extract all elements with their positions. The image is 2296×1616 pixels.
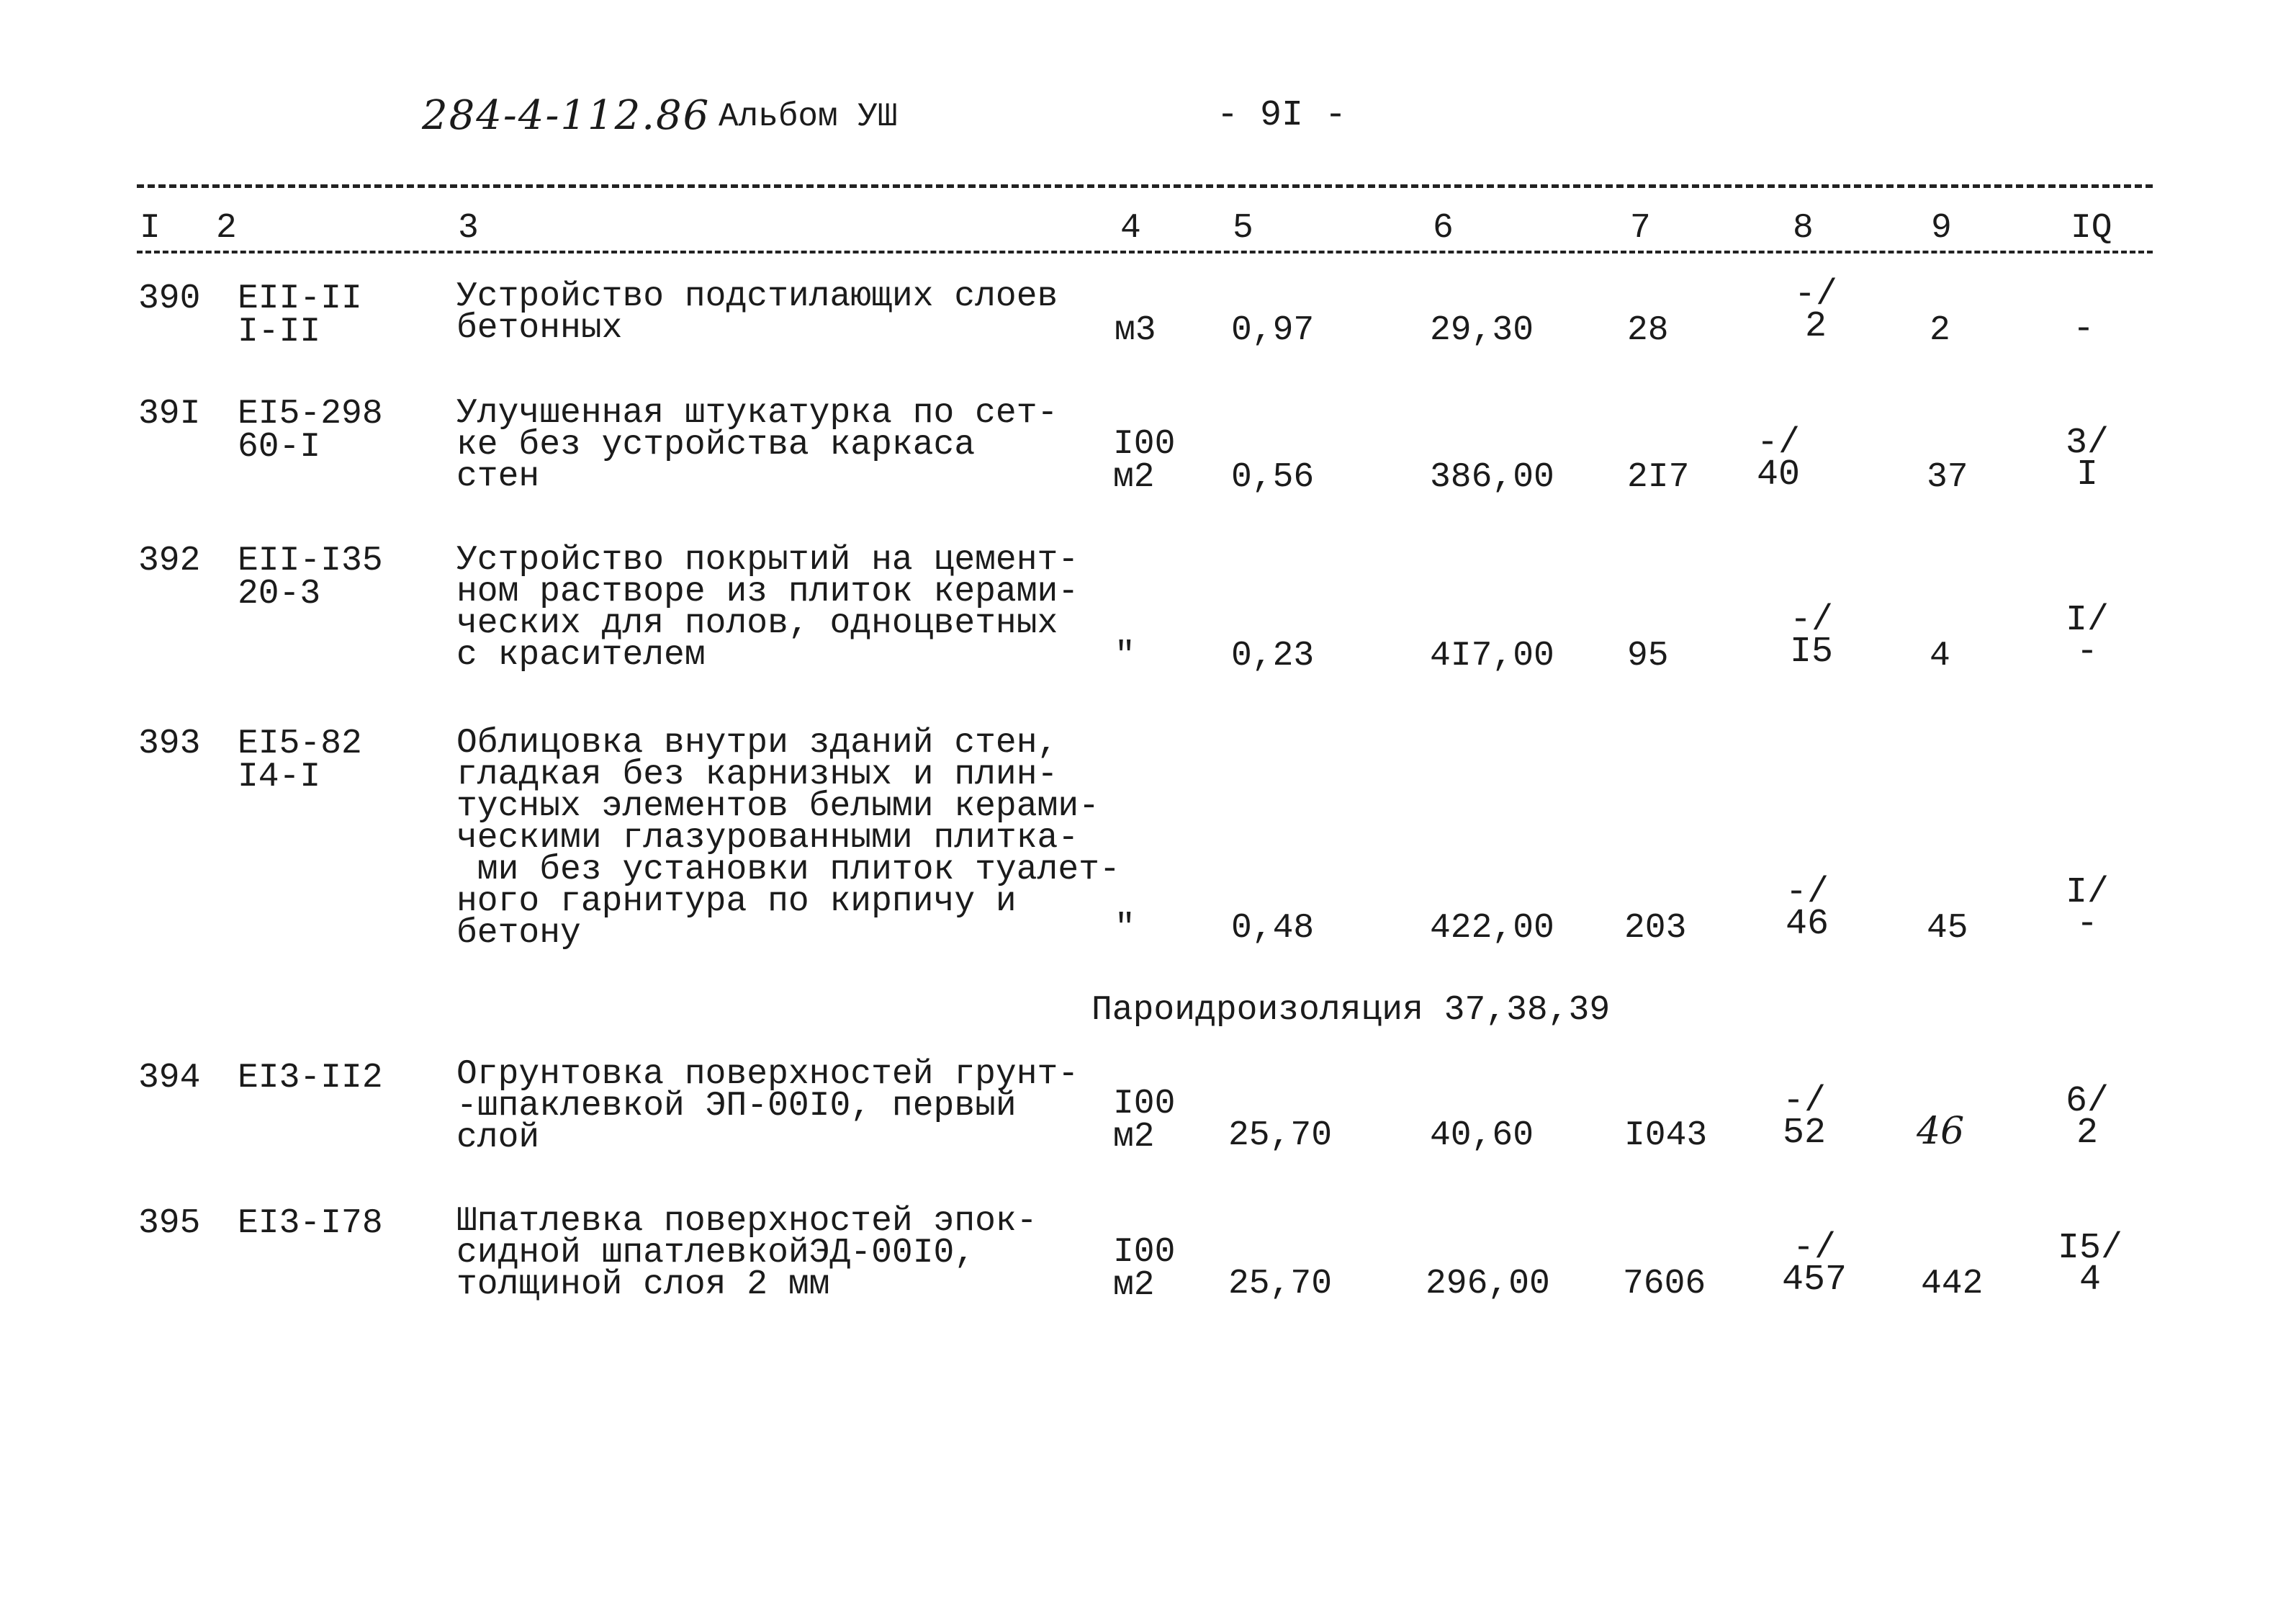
row-col10-fraction: - xyxy=(2072,309,2094,350)
row-number: 393 xyxy=(138,724,201,763)
page-number: - 9I - xyxy=(1217,95,1347,136)
column-number: 4 xyxy=(1120,209,1141,248)
row-col10-fraction: I/ - xyxy=(2065,600,2109,673)
row-total-cost: 2I7 xyxy=(1627,458,1690,497)
row-col9-value: 2 xyxy=(1930,311,1950,350)
row-description: Улучшенная штукатурка по сет- ке без устройства каркаса стен xyxy=(456,394,1058,496)
row-number: 39I xyxy=(138,395,201,434)
row-col9-value: 45 xyxy=(1927,909,1968,948)
row-description: Огрунтовка поверхностей грунт- -шпаклевкой ЭП-00I0, первый слой xyxy=(456,1055,1079,1157)
row-col9-value: 4 xyxy=(1930,637,1950,675)
row-quantity: 0,23 xyxy=(1231,637,1315,675)
row-unit-price: 422,00 xyxy=(1430,909,1554,948)
album-title: Альбом УШ xyxy=(719,98,898,135)
row-quantity: 0,97 xyxy=(1231,311,1315,350)
row-code: EII-I35 20-3 xyxy=(238,542,383,614)
row-col8-fraction: -/ 457 xyxy=(1781,1228,1847,1301)
row-col9-value: 37 xyxy=(1927,458,1968,497)
row-unit: I00 м2 xyxy=(1113,425,1176,497)
row-col9-value: 442 xyxy=(1921,1265,1984,1303)
row-col10-fraction: I/ - xyxy=(2065,872,2109,945)
row-unit: " xyxy=(1115,637,1135,675)
row-col10-fraction: 3/ I xyxy=(2065,423,2109,495)
row-code: EI5-298 60-I xyxy=(238,395,383,467)
row-description: Устройство покрытий на цемент- ном растворе из плиток керами- ческих для полов, одноцветных с красителем xyxy=(456,541,1079,675)
section-heading: Пароидроизоляция 37,38,39 xyxy=(1091,991,1611,1030)
row-unit-price: 29,30 xyxy=(1430,311,1534,350)
row-unit-price: 40,60 xyxy=(1430,1116,1534,1155)
top-dashed-rule xyxy=(137,184,2153,188)
row-unit-price: 386,00 xyxy=(1430,458,1554,497)
row-col8-fraction: -/ 40 xyxy=(1756,423,1800,495)
column-number: IQ xyxy=(2071,209,2112,248)
row-quantity: 25,70 xyxy=(1228,1265,1333,1303)
row-total-cost: 203 xyxy=(1624,909,1687,948)
row-col8-fraction: -/ 52 xyxy=(1782,1081,1826,1154)
row-number: 395 xyxy=(138,1204,201,1243)
row-col9-value: 46 xyxy=(1917,1110,1965,1153)
row-description: Шпатлевка поверхностей эпок- сидной шпатлевкойЭД-00I0, толщиной слоя 2 мм xyxy=(456,1202,1037,1304)
row-code: EI3-II2 xyxy=(238,1059,383,1097)
column-number: 9 xyxy=(1931,209,1952,248)
column-number: 3 xyxy=(458,209,479,248)
row-unit-price: 4I7,00 xyxy=(1430,637,1554,675)
row-number: 392 xyxy=(138,542,201,580)
row-total-cost: I043 xyxy=(1624,1116,1708,1155)
row-col8-fraction: -/ I5 xyxy=(1789,600,1833,673)
row-unit: I00 м2 xyxy=(1113,1233,1176,1305)
row-unit-price: 296,00 xyxy=(1426,1265,1550,1303)
row-unit: м3 xyxy=(1115,311,1156,350)
row-col8-fraction: -/ 2 xyxy=(1793,274,1837,347)
row-description: Облицовка внутри зданий стен, гладкая без карнизных и плин- тусных элементов белыми керами- ческими глазурованными плитка- ми без установки плиток туалет- ного гарнитура по кирпичу и бетону xyxy=(456,724,1120,953)
row-total-cost: 28 xyxy=(1627,311,1669,350)
row-code: EII-II I-II xyxy=(238,279,362,351)
row-code: EI5-82 I4-I xyxy=(238,724,362,796)
column-number-underline xyxy=(137,251,2153,253)
column-number: 7 xyxy=(1630,209,1651,248)
row-col8-fraction: -/ 46 xyxy=(1785,872,1829,945)
column-number: 6 xyxy=(1433,209,1454,248)
column-number: 2 xyxy=(216,209,237,248)
row-number: 394 xyxy=(138,1059,201,1097)
document-code: 284-4-112.86 xyxy=(422,92,711,139)
column-number: 5 xyxy=(1233,209,1253,248)
row-description: Устройство подстилающих слоев бетонных xyxy=(456,277,1058,348)
row-quantity: 25,70 xyxy=(1228,1116,1333,1155)
row-col10-fraction: 6/ 2 xyxy=(2065,1081,2109,1154)
row-total-cost: 7606 xyxy=(1623,1265,1706,1303)
column-number: 8 xyxy=(1793,209,1814,248)
row-quantity: 0,48 xyxy=(1231,909,1315,948)
row-unit: I00 м2 xyxy=(1113,1085,1176,1157)
row-quantity: 0,56 xyxy=(1231,458,1315,497)
row-total-cost: 95 xyxy=(1627,637,1669,675)
row-unit: " xyxy=(1115,909,1135,948)
column-number: I xyxy=(140,209,161,248)
row-code: EI3-I78 xyxy=(238,1204,383,1243)
row-col10-fraction: I5/ 4 xyxy=(2058,1228,2123,1301)
row-number: 390 xyxy=(138,279,201,318)
